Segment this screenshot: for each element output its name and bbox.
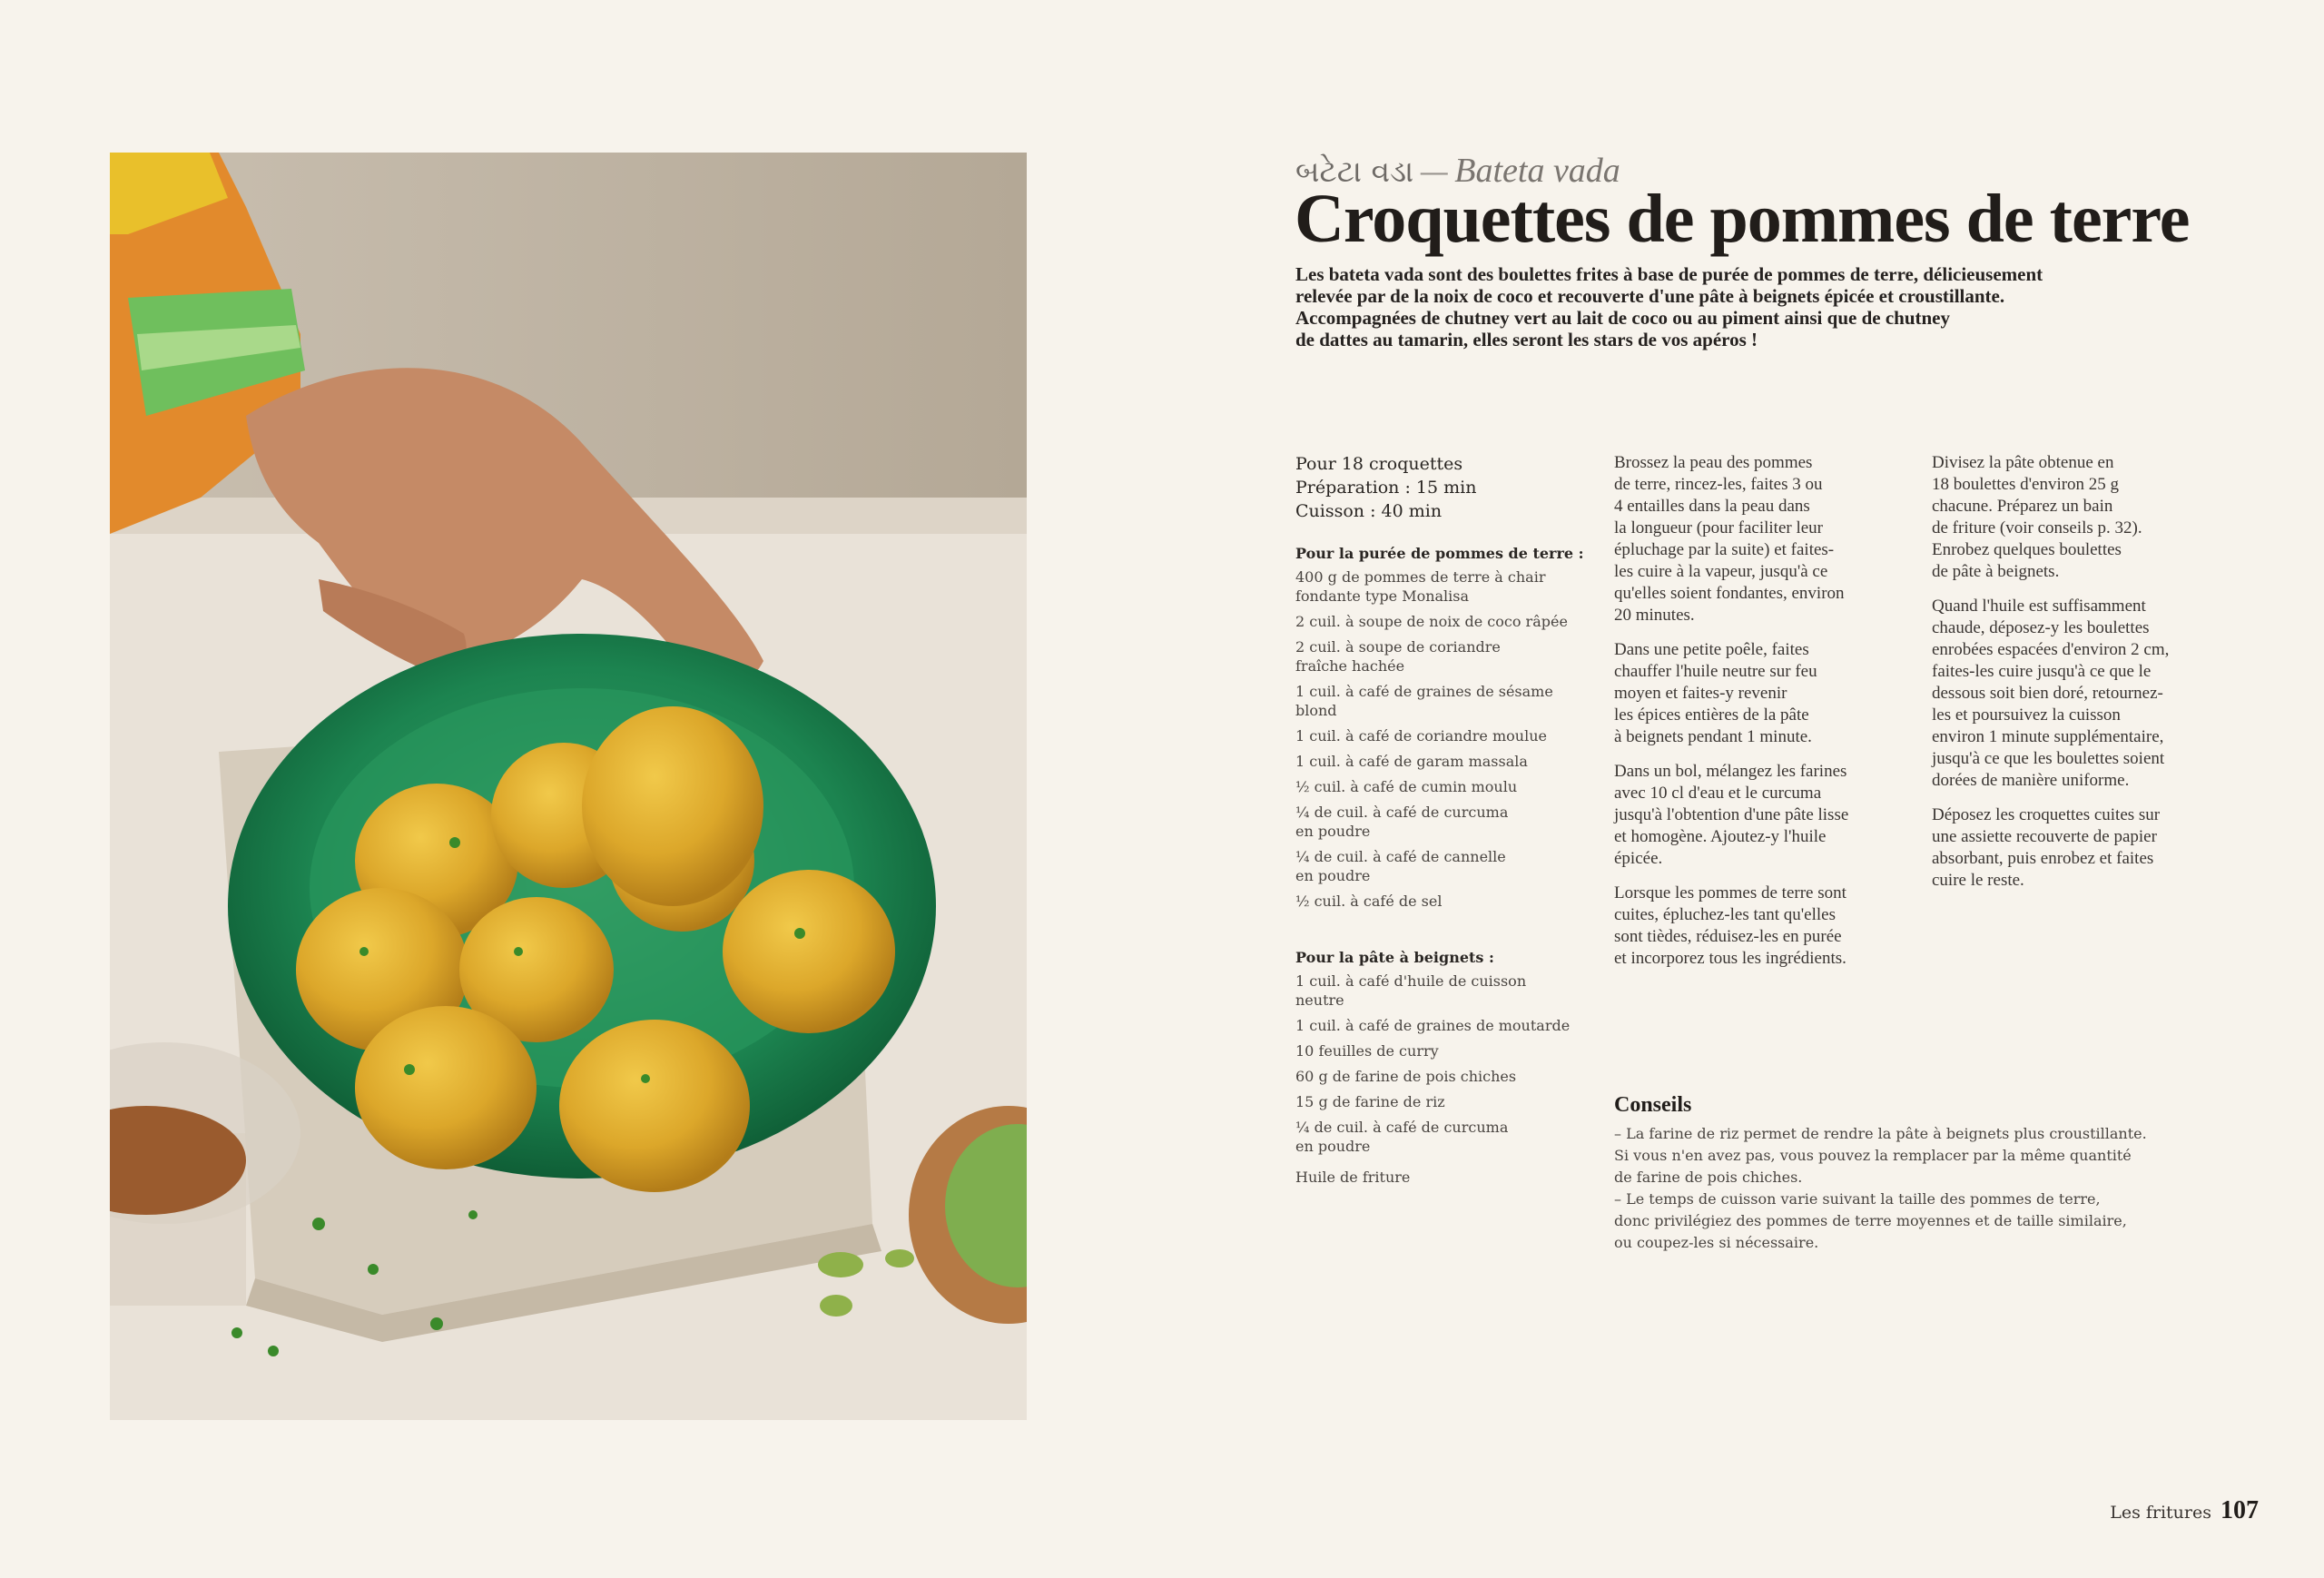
recipe-yield [1295,452,1595,523]
step-paragraph: Divisez la pâte obtenue en 18 boulettes d'environ 25 g chacune. Préparez un bain de friture (voir conseils p. 32). Enrobez quelques boulettes de pâte à beignets. [1932,453,2142,581]
section-name: Les fritures [2110,1503,2211,1523]
fritters-illustration [110,153,1027,1420]
kicker-dash: — [1419,153,1450,189]
step-paragraph: Dans une petite poêle, faites chauffer l'huile neutre sur feu moyen et faites-y revenir les épices entières de la pâte à beignets pendant 1 minute. [1614,640,1817,746]
servings: Pour 18 croquettes [1295,454,1463,474]
step-paragraph: Brossez la peau des pommes de terre, rincez-les, faites 3 ou 4 entailles dans la peau dans la longueur (pour faciliter leur épluchage par la suite) et faites- les cuire à la vapeur, jusqu'à ce qu'elles soient fondantes, environ 20 minutes. [1614,453,1845,625]
ingredient: 1 cuil. à café de coriandre moulue [1295,727,1547,745]
prep-time: Préparation : 15 min [1295,478,1477,498]
cook-time: Cuisson : 40 min [1295,501,1443,521]
ingredient: ½ cuil. à café de cumin moulu [1295,778,1518,795]
ingredient: 1 cuil. à café de garam massala [1295,753,1528,770]
batter-ingredients [1295,971,1595,1156]
ingredient: ¼ de cuil. à café de curcuma en poudre [1295,1119,1509,1155]
recipe-title: Croquettes de pommes de terre [1295,181,2190,257]
puree-ingredients [1295,567,1595,911]
ingredient: ¼ de cuil. à café de cannelle en poudre [1295,848,1506,884]
page-footer [2110,1496,2259,1525]
latin-name: Bateta vada [1454,152,1620,190]
recipe-photo [110,153,1027,1420]
frying-oil: Huile de friture [1295,1169,1411,1186]
step-paragraph: Dans un bol, mélangez les farines avec 10 cl d'eau et le curcuma jusqu'à l'obtention d'une pâte lisse et homogène. Ajoutez-y l'huile épicée. [1614,762,1849,868]
tips-text: – La farine de riz permet de rendre la pâte à beignets plus croustillante. Si vous n'en avez pas, vous pouvez la remplacer par la même quantité de farine de pois chiches. – Le temps de cuisson varie suivant la taille des pommes de terre, donc privilégiez des pommes de terre moyennes et de taille similaire, ou coupez-les si nécessaire. [1614,1125,2147,1251]
ingredient: ¼ de cuil. à café de curcuma en poudre [1295,804,1509,840]
gujarati-name: બટેટા વડા [1295,153,1414,189]
recipe-intro: Les bateta vada sont des boulettes frites à base de purée de pommes de terre, délicieusement relevée par de la noix de coco et recouverte d'une pâte à beignets épicée et croustillante. Accompagnées de chutney vert au lait de coco ou au piment ainsi que de chutney de dattes au tamarin, elles seront les stars de vos apéros ! [1295,263,2043,350]
ingredient: 2 cuil. à soupe de noix de coco râpée [1295,613,1568,630]
ingredient: 15 g de farine de riz [1295,1093,1445,1110]
page-number: 107 [2221,1496,2259,1524]
ingredient: 1 cuil. à café de graines de sésame blond [1295,683,1553,719]
ingredient: 1 cuil. à café d'huile de cuisson neutre [1295,972,1527,1009]
ingredient: 60 g de farine de pois chiches [1295,1068,1517,1085]
tips-heading: Conseils [1614,1093,1692,1117]
step-paragraph: Quand l'huile est suffisamment chaude, déposez-y les boulettes enrobées espacées d'environ 2 cm, faites-les cuire jusqu'à ce que le dessous soit bien doré, retournez- les et poursuivez la cuisson environ 1 minute supplémentaire, jusqu'à ce que les boulettes soient dorées de manière uniforme. [1932,597,2170,790]
ingredient: ½ cuil. à café de sel [1295,893,1443,910]
ingredient: 2 cuil. à soupe de coriandre fraîche hachée [1295,638,1501,675]
steps-column-2 [1932,452,2222,904]
ingredient: 10 feuilles de curry [1295,1042,1439,1060]
ingredients-column [1295,452,1595,1186]
batter-heading: Pour la pâte à beignets : [1295,949,1494,966]
puree-heading: Pour la purée de pommes de terre : [1295,545,1584,562]
steps-column-1 [1614,452,1905,982]
ingredient: 400 g de pommes de terre à chair fondante type Monalisa [1295,568,1546,605]
step-paragraph: Lorsque les pommes de terre sont cuites, épluchez-les tant qu'elles sont tièdes, réduisez-les en purée et incorporez tous les ingrédients. [1614,883,1846,968]
ingredient: 1 cuil. à café de graines de moutarde [1295,1017,1571,1034]
step-paragraph: Déposez les croquettes cuites sur une assiette recouverte de papier absorbant, puis enrobez et faites cuire le reste. [1932,805,2161,890]
tips-box [1614,1093,2231,1254]
